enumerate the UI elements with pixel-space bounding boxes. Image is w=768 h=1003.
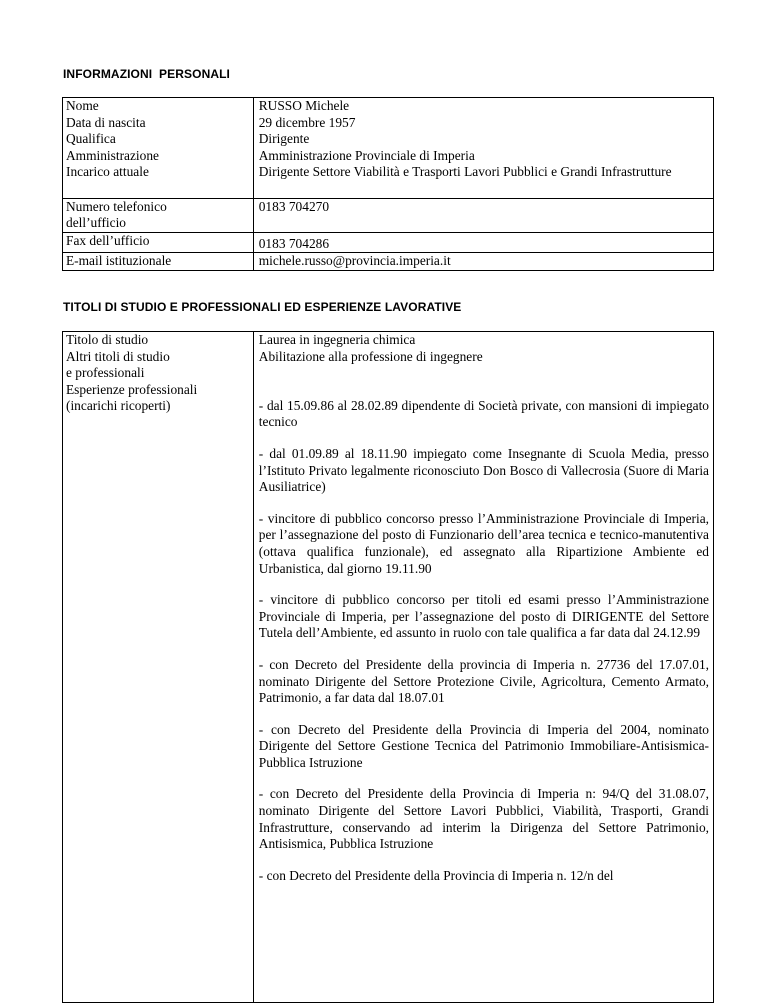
personal-row-fax	[63, 232, 714, 253]
label-fax-text: Fax dell’ufficio	[66, 232, 150, 248]
experience-item: - con Decreto del Presidente della Provincia di Imperia n: 94/Q del 31.08.07, nominato Dirigente del Settore Lavori Pubblici, Viabilità, Trasporti, Grandi Infrastrutture, conservando ad interim la Dirigenza del Settore Patrimonio, Antisismica, Pubblica Istruzione	[258, 786, 709, 852]
experience-gap	[259, 853, 709, 868]
label-nome: Nome	[66, 98, 99, 113]
experience-gap	[259, 707, 709, 722]
experience-item: - con Decreto del Presidente della provincia di Imperia n. 27736 del 17.07.01, nominato Dirigente del Settore Protezione Civile, Agricoltura, Cemento Armato, Patrimonio, a far data dal 18.07.01	[258, 656, 709, 706]
label-telefono-line1: Numero telefonico	[66, 198, 167, 214]
value-fax	[253, 232, 713, 253]
label-amministrazione: Amministrazione	[66, 147, 159, 163]
experiences-top-gap	[259, 382, 709, 398]
personal-info-table	[62, 97, 714, 271]
value-data-nascita: 29 dicembre 1957	[258, 114, 356, 130]
studies-labels-top	[63, 332, 254, 382]
experience-gap	[259, 496, 709, 511]
value-fax-text: 0183 704286	[258, 235, 330, 251]
value-altri-titoli: Abilitazione alla professione di ingegnere	[258, 348, 483, 364]
label-incarico: Incarico attuale	[66, 164, 149, 180]
experience-gap	[259, 771, 709, 786]
personal-row-email	[63, 253, 714, 271]
label-esperienze-1: Esperienze professionali	[66, 381, 198, 397]
value-nome: RUSSO Michele	[258, 98, 350, 113]
label-qualifica: Qualifica	[66, 131, 116, 147]
personal-labels-cell	[63, 98, 254, 199]
value-incarico: Dirigente Settore Viabilità e Trasporti Lavori Pubblici e Grandi Infrastrutture	[258, 164, 672, 180]
values-top-spacer	[259, 365, 709, 382]
experience-gap	[259, 577, 709, 592]
experience-item: - vincitore di pubblico concorso presso l’Amministrazione Provinciale di Imperia, per l’assegnazione del posto di Funzionario dell’area tecnica e tecnico-manutentiva (ottava qualifica funzionale), ed assegnato alla Ripartizione Ambiente ed Urbanistica, dal giorno 19.11.90	[258, 510, 709, 576]
personal-values-cell	[253, 98, 713, 199]
studies-row-titoli	[63, 332, 714, 382]
label-telefono	[63, 198, 254, 232]
label-email-text: E-mail istituzionale	[66, 253, 172, 269]
label-email	[63, 253, 254, 271]
label-data-nascita: Data di nascita	[66, 114, 146, 130]
value-telefono-text: 0183 704270	[258, 198, 330, 214]
studies-values-top	[253, 332, 713, 382]
studies-heading: TITOLI DI STUDIO E PROFESSIONALI ED ESPERIENZE LAVORATIVE	[63, 300, 462, 314]
value-email-link[interactable]: michele.russo@provincia.imperia.it	[258, 253, 451, 269]
label-altri-titoli-2: e professionali	[66, 365, 145, 381]
value-amministrazione: Amministrazione Provinciale di Imperia	[258, 147, 475, 163]
experience-item: - con Decreto del Presidente della Provincia di Imperia del 2004, nominato Dirigente del Settore Gestione Tecnica del Patrimonio Immobiliare-Antisismica-Pubblica Istruzione	[258, 721, 709, 770]
experiences-cell	[253, 382, 713, 1003]
personal-row-telefono	[63, 198, 714, 232]
studies-row-esperienze	[63, 382, 714, 1003]
label-telefono-line2: dell’ufficio	[66, 215, 126, 231]
label-spacer	[66, 181, 251, 198]
label-esperienze-2: (incarichi ricoperti)	[66, 398, 171, 414]
label-fax	[63, 232, 254, 253]
experience-item: - vincitore di pubblico concorso per titoli ed esami presso l’Amministrazione Provinciale di Imperia, per l’assegnazione del posto di DIRIGENTE del Settore Tutela dell’Ambiente, ed assunto in ruolo con tale qualifica a far data dal 24.12.99	[258, 592, 709, 641]
personal-info-heading: INFORMAZIONI PERSONALI	[63, 67, 230, 81]
label-altri-titoli-1: Altri titoli di studio	[66, 348, 170, 364]
experience-gap	[259, 642, 709, 657]
label-titolo-studio: Titolo di studio	[66, 332, 149, 347]
experience-gap	[259, 431, 709, 446]
value-titolo-studio: Laurea in ingegneria chimica	[258, 332, 416, 347]
personal-row-group	[63, 98, 714, 199]
experience-item: - con Decreto del Presidente della Provincia di Imperia n. 12/n del	[258, 867, 614, 883]
experience-item: - dal 15.09.86 al 28.02.89 dipendente di Società private, con mansioni di impiegato tecnico	[258, 397, 709, 430]
label-esperienze	[63, 382, 254, 1003]
value-qualifica: Dirigente	[258, 131, 310, 147]
studies-table	[62, 331, 714, 1003]
value-email	[253, 253, 713, 271]
value-telefono	[253, 198, 713, 232]
experience-item: - dal 01.09.89 al 18.11.90 impiegato come Insegnante di Scuola Media, presso l’Istituto Privato legalmente riconosciuto Don Bosco di Vallecrosia (Suore di Maria Ausiliatrice)	[258, 445, 709, 495]
